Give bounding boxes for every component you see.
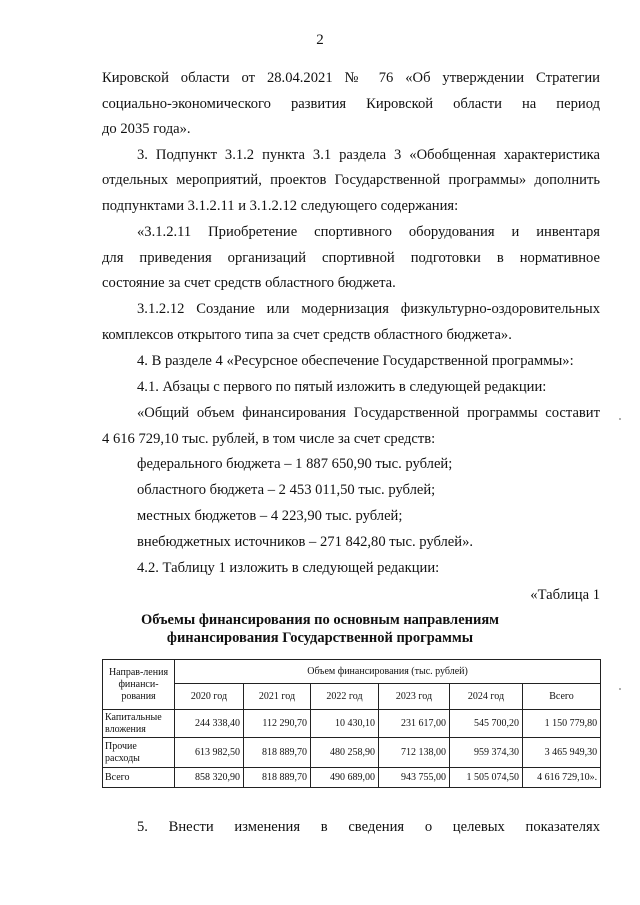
table-cell: 818 889,70	[244, 768, 311, 788]
text-line: федерального бюджета – 1 887 650,90 тыс. рублей;	[137, 456, 453, 472]
table-cell: 858 320,90	[175, 768, 244, 788]
text-line: 4.1. Абзацы с первого по пятый изложить в следующей редакции:	[137, 379, 547, 395]
text-line: областного бюджета – 2 453 011,50 тыс. рублей;	[137, 482, 436, 498]
table-title: Объемы финансирования по основным направлениям	[140, 612, 500, 628]
direction-header: Направ-ления финанси-рования	[103, 660, 175, 710]
table-cell: 112 290,70	[244, 710, 311, 738]
text-line: социально-экономического развития Кировской области на период	[102, 96, 600, 112]
column-header: 2021 год	[244, 684, 311, 710]
text-line: 4. В разделе 4 «Ресурсное обеспечение Государственной программы»:	[137, 353, 574, 369]
text-line: до 2035 года».	[102, 121, 191, 137]
text-line: подпунктами 3.1.2.11 и 3.1.2.12 следующего содержания:	[102, 198, 459, 214]
column-header: 2022 год	[311, 684, 379, 710]
financing-table	[102, 659, 601, 788]
page-number: 2	[316, 32, 324, 48]
table-cell: 244 338,40	[175, 710, 244, 738]
text-line: Кировской области от 28.04.2021 № 76 «Об утверждении Стратегии	[102, 70, 600, 86]
table-cell: 1 150 779,80	[523, 710, 601, 738]
scan-speck	[619, 688, 621, 690]
column-header: 2024 год	[450, 684, 523, 710]
table-title: финансирования Государственной программы	[166, 630, 474, 646]
table-cell: 959 374,30	[450, 738, 523, 768]
column-header: 2023 год	[379, 684, 450, 710]
table-cell: 943 755,00	[379, 768, 450, 788]
text-line: местных бюджетов – 4 223,90 тыс. рублей;	[137, 508, 403, 524]
table-cell: 4 616 729,10».	[523, 768, 601, 788]
text-line: состояние за счет средств областного бюджета.	[102, 275, 396, 291]
table-cell: 818 889,70	[244, 738, 311, 768]
column-header: Всего	[523, 684, 601, 710]
text-line: внебюджетных источников – 271 842,80 тыс. рублей».	[137, 534, 474, 550]
table-cell: 712 138,00	[379, 738, 450, 768]
text-line: комплексов открытого типа за счет средств областного бюджета».	[102, 327, 512, 343]
table-cell: 545 700,20	[450, 710, 523, 738]
table-cell: 613 982,50	[175, 738, 244, 768]
text-line: 4.2. Таблицу 1 изложить в следующей редакции:	[137, 560, 440, 576]
row-label: Капитальные вложения	[103, 710, 175, 738]
table-row	[103, 738, 601, 768]
table-cell: 10 430,10	[311, 710, 379, 738]
row-label: Всего	[103, 768, 175, 788]
table-row	[103, 768, 601, 788]
text-line: 3. Подпункт 3.1.2 пункта 3.1 раздела 3 «Обобщенная характеристика	[137, 147, 600, 163]
text-line: для приведения организаций спортивной подготовки в нормативное	[102, 250, 600, 266]
table-cell: 231 617,00	[379, 710, 450, 738]
table-row	[103, 710, 601, 738]
text-line: отдельных мероприятий, проектов Государственной программы» дополнить	[102, 172, 600, 188]
table-cell: 3 465 949,30	[523, 738, 601, 768]
row-label: Прочие расходы	[103, 738, 175, 768]
column-header: 2020 год	[175, 684, 244, 710]
text-line: «3.1.2.11 Приобретение спортивного оборудования и инвентаря	[137, 224, 600, 240]
text-line: 5. Внести изменения в сведения о целевых показателях	[137, 819, 600, 835]
scan-speck	[619, 418, 621, 420]
text-line: 4 616 729,10 тыс. рублей, в том числе за счет средств:	[102, 431, 436, 447]
group-header: Объем финансирования (тыс. рублей)	[175, 660, 601, 684]
table-cell: 480 258,90	[311, 738, 379, 768]
text-line: 3.1.2.12 Создание или модернизация физкультурно-оздоровительных	[137, 301, 600, 317]
table-cell: 1 505 074,50	[450, 768, 523, 788]
table-caption: «Таблица 1	[530, 587, 600, 603]
text-line: «Общий объем финансирования Государственной программы составит	[137, 405, 600, 421]
table-cell: 490 689,00	[311, 768, 379, 788]
